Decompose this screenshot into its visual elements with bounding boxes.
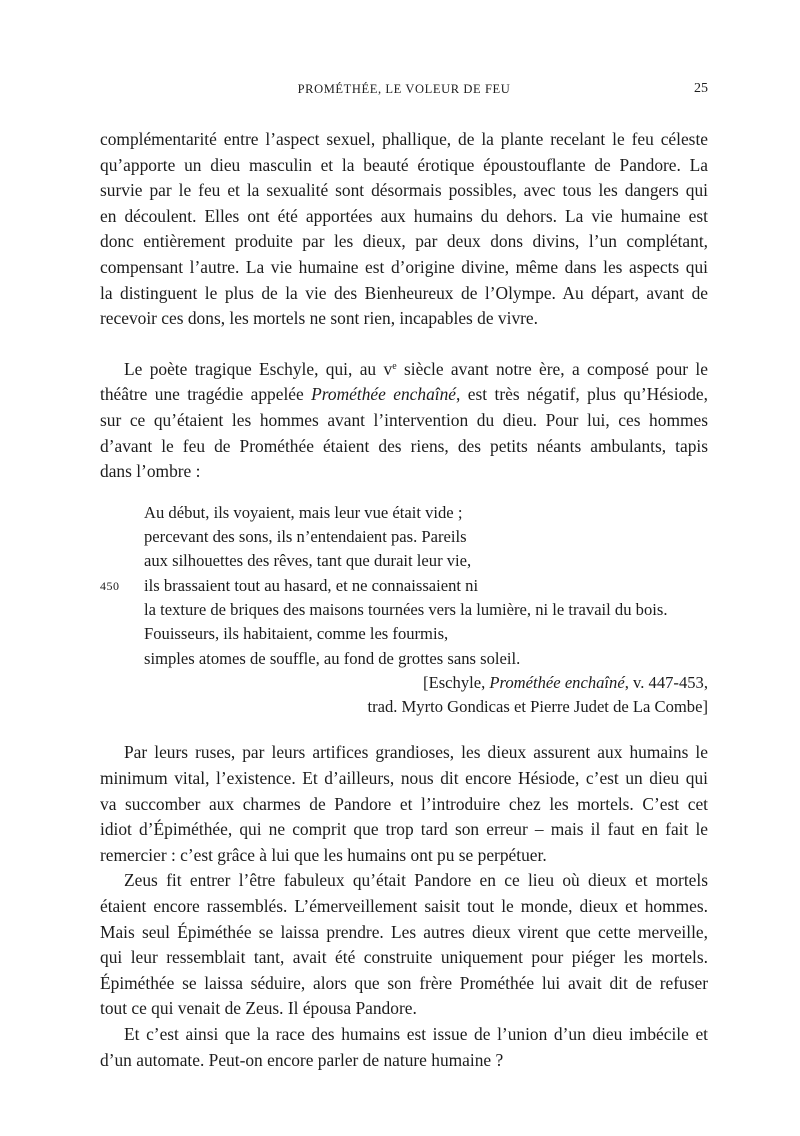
text-run: [Eschyle, xyxy=(423,672,490,692)
page-number: 25 xyxy=(694,81,708,96)
citation-translator: trad. Myrto Gondicas et Pierre Judet de La Combe] xyxy=(367,697,708,717)
text-line: recevoir ces dons, les mortels ne sont rien, incapables de vivre. xyxy=(100,308,539,329)
line-number: 450 xyxy=(100,578,120,593)
superscript: e xyxy=(392,360,397,372)
text-line: d’un automate. Peut-on encore parler de nature humaine ? xyxy=(100,1049,504,1070)
text-line: en découlent. Elles ont été apportées aux humains du dehors. La vie humaine est xyxy=(100,205,708,226)
paragraph-4 xyxy=(100,868,708,1022)
running-title: PROMÉTHÉE, LE VOLEUR DE FEU xyxy=(297,82,511,96)
text-line: dans l’ombre : xyxy=(100,461,201,482)
verse-quotation xyxy=(100,501,708,720)
text-run: , est très négatif, plus qu’Hésiode, xyxy=(456,384,708,405)
text-line: remercier : c’est grâce à lui que les humains ont pu se perpétuer. xyxy=(100,844,547,865)
text-line: survie par le feu et la sexualité sont désormais possibles, avec tous les dangers qui xyxy=(100,180,708,201)
text-line: donc entièrement produite par les dieux, par deux dons divins, l’un complétant, xyxy=(100,231,708,252)
text-run: Le poète tragique Eschyle, qui, au v xyxy=(124,358,393,379)
verse-line: Au début, ils voyaient, mais leur vue était vide ; xyxy=(144,502,463,522)
verse-line: aux silhouettes des rêves, tant que durait leur vie, xyxy=(144,551,472,571)
text-line: compensant l’autre. La vie humaine est d’origine divine, même dans les aspects qui xyxy=(100,256,708,277)
paragraph-2 xyxy=(100,357,708,485)
text-line: Et c’est ainsi que la race des humains est issue de l’union d’un dieu imbécile et xyxy=(124,1023,708,1044)
paragraph-1 xyxy=(100,127,708,332)
text-run: théâtre une tragédie appelée xyxy=(100,384,312,405)
text-line: Mais seul Épiméthée se laissa prendre. Les autres dieux virent que cette merveille, xyxy=(100,921,708,942)
work-title: Prométhée enchaîné xyxy=(311,384,457,405)
citation-source xyxy=(100,671,708,695)
verse-line: simples atomes de souffle, au fond de grottes sans soleil. xyxy=(144,648,521,668)
text-line: va succomber aux charmes de Pandore et l’introduire chez les mortels. C’est cet xyxy=(100,793,708,814)
verse-line: la texture de briques des maisons tournées vers la lumière, ni le travail du bois. xyxy=(144,599,668,619)
text-line: sur ce qu’étaient les hommes avant l’intervention du dieu. Pour lui, ces hommes xyxy=(100,409,708,430)
verse-text: ils brassaient tout au hasard, et ne connaissaient ni xyxy=(144,575,479,595)
paragraph-3 xyxy=(100,740,708,868)
text-line xyxy=(100,357,708,383)
text-line: minimum vital, l’existence. Et d’ailleurs, nous dit encore Hésiode, c’est un dieu qui xyxy=(100,767,708,788)
text-line: qu’apporte un dieu masculin et la beauté érotique époustouflante de Pandore. La xyxy=(100,154,708,175)
text-line: idiot d’Épiméthée, qui ne comprit que trop tard son erreur – mais il faut en fait le xyxy=(100,819,708,840)
verse-line: Fouisseurs, ils habitaient, comme les fourmis, xyxy=(144,624,449,644)
page-header xyxy=(100,79,708,99)
text-run: , v. 447-453, xyxy=(624,672,708,692)
paragraph-5 xyxy=(100,1022,708,1073)
text-line xyxy=(100,382,708,408)
text-line: Par leurs ruses, par leurs artifices grandioses, les dieux assurent aux humains le xyxy=(124,742,708,763)
text-line: d’avant le feu de Prométhée étaient des riens, des petits néants ambulants, tapis xyxy=(100,435,708,456)
text-line: Zeus fit entrer l’être fabuleux qu’était Pandore en ce lieu où dieux et mortels xyxy=(124,870,708,891)
verse-line: percevant des sons, ils n’entendaient pas. Pareils xyxy=(144,527,467,547)
text-line: étaient encore rassemblés. L’émerveillement saisit tout le monde, dieux et hommes. xyxy=(100,895,708,916)
text-line: complémentarité entre l’aspect sexuel, phallique, de la plante recelant le feu céleste xyxy=(100,129,708,149)
text-line: tout ce qui venait de Zeus. Il épousa Pandore. xyxy=(100,998,417,1019)
text-run: siècle avant notre ère, a composé pour le xyxy=(396,358,708,379)
text-line: Épiméthée se laissa séduire, alors que son frère Prométhée lui avait dit de refuser xyxy=(100,972,708,993)
work-title: Prométhée enchaîné xyxy=(489,672,625,692)
body-text xyxy=(100,127,708,1073)
text-line: qui leur ressemblait tant, avait été construite uniquement pour piéger les mortels. xyxy=(100,947,708,968)
verse-line xyxy=(100,574,708,598)
text-line: la distinguent le plus de la vie des Bienheureux de l’Olympe. Au départ, avant de xyxy=(100,282,708,303)
